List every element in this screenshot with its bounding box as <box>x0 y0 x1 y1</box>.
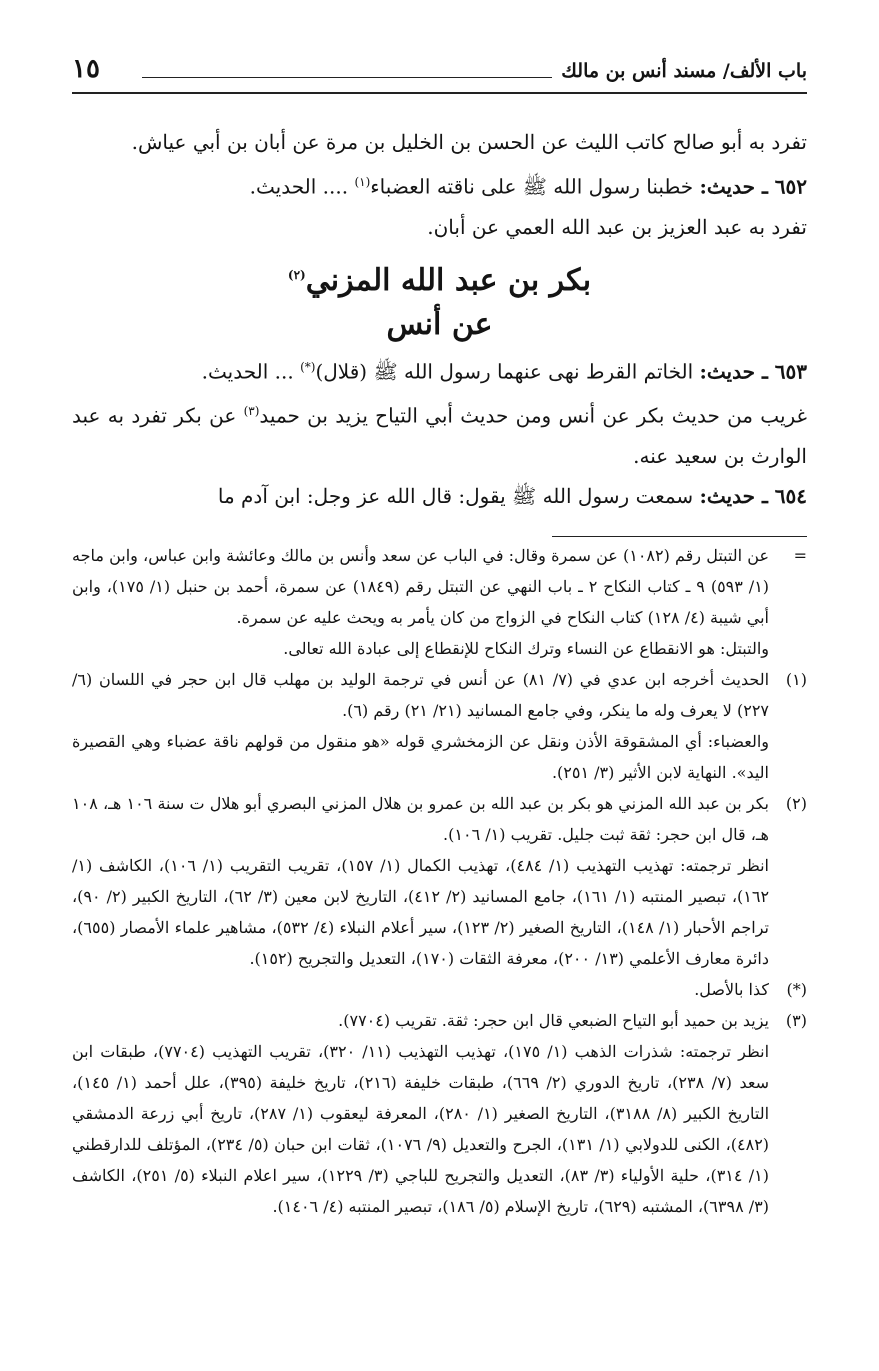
hadith-text: سمعت رسول الله ﷺ يقول: قال الله عز وجل: ابن آدم ما <box>217 483 694 508</box>
footnote-mark: (٢) <box>785 794 807 813</box>
footnote-ref: (*) <box>300 359 316 374</box>
footnote-ref: (٢) <box>287 267 306 282</box>
running-header <box>72 52 807 92</box>
footnote-text: والتبتل: هو الانقطاع عن النساء وترك النكاح للإنقطاع إلى عبادة الله تعالى. <box>283 639 769 658</box>
footnote-text: كذا بالأصل. <box>694 980 769 999</box>
footnote-text: انظر ترجمته: شذرات الذهب (١/ ١٧٥)، تهذيب التهذيب (١١/ ٣٢٠)، تقريب التهذيب (٧٧٠٤)، طبقات ابن سعد (٧/ ٢٣٨)، تاريخ الدوري (٢/ ٦٦٩)، طبقات خليفة (٢١٦)، تاريخ خليفة (٣٩٥)، علل أحمد (١/ ١٤٥)، التاريخ الكبير (٨/ ٣١٨٨)، التاريخ الصغير (١/ ٢٨٠)، المعرفة ليعقوب (١/ ٢٨٧)، تاريخ أبي زرعة الدمشقي (٤٨٢)، الكنى للدولابي (١/ ١٣١)، الجرح والتعديل (٩/ ١٠٧٦)، ثقات ابن حبان (٥/ ٢٣٤)، المؤتلف للدارقطني (١/ ٣١٤)، حلية الأولياء (٣/ ٨٣)، التعديل والتجريح للباجي (٣/ ١٢٢٩)، سير اعلام النبلاء (٥/ ٢٥١)، الكاشف (٣/ ٦٣٩٨)، المشتبه (٦٢٩)، تاريخ الإسلام (٥/ ١٨٦)، تبصير المنتبه (٤/ ١٤٠٦). <box>72 1042 770 1216</box>
hadith-text: الخاتم القرط نهى عنهما رسول الله ﷺ (قلال) <box>315 359 694 384</box>
hadith-number: ٦٥٢ ـ حديث: <box>699 174 807 199</box>
footnote-separator <box>552 536 807 537</box>
footnote-mark: (١) <box>785 670 807 689</box>
footnote-2 <box>72 788 807 850</box>
footnote-mark: (٣) <box>785 1011 807 1030</box>
footnote-1 <box>72 664 807 726</box>
footnote-star <box>72 974 807 1005</box>
footnote-mark: = <box>793 546 807 565</box>
footnote-text: بكر بن عبد الله المزني هو بكر بن عبد الله بن عمرو بن هلال المزني البصري أبو هلال ت سنة ١٠٦ هـ، ١٠٨ هـ، قال ابن حجر: ثقة ثبت جليل. تقريب (١/ ١٠٦). <box>72 794 769 844</box>
hadith-text: .... الحديث. <box>249 174 349 199</box>
hadith-number: ٦٥٣ ـ حديث: <box>699 359 807 384</box>
section-subheading: عن أنس <box>386 306 493 342</box>
footnote-text: والعضباء: أي المشقوقة الأذن ونقل عن الزمخشري قوله «هو منقول من قولهم ناقة عضباء وهي القصيرة اليد». النهاية لابن الأثير (٣/ ٢٥١). <box>72 732 769 782</box>
footnotes <box>72 540 807 1222</box>
hadith-652 <box>72 162 807 207</box>
footnote-mark: (*) <box>786 980 807 999</box>
hadith-653 <box>72 347 807 392</box>
footnote-ref: (٣) <box>243 404 260 419</box>
header-line <box>142 77 552 78</box>
section-heading <box>72 253 807 303</box>
text-line: تفرد به عبد العزيز بن عبد الله العمي عن أبان. <box>427 214 807 239</box>
header-title: باب الألف/ مسند أنس بن مالك <box>561 60 807 82</box>
hadith-654 <box>72 476 807 516</box>
footnote-continued <box>72 540 807 633</box>
footnote-text: يزيد بن حميد أبو التياح الضبعي قال ابن حجر: ثقة. تقريب (٧٧٠٤). <box>338 1011 769 1030</box>
commentary <box>72 391 807 476</box>
footnote-3 <box>72 1005 807 1036</box>
text-line: تفرد به أبو صالح كاتب الليث عن الحسن بن الخليل بن مرة عن أبان بن أبي عياش. <box>131 130 807 154</box>
main-text <box>72 122 807 516</box>
footnote-ref: (١) <box>354 175 371 189</box>
header-rule <box>72 92 807 94</box>
hadith-number: ٦٥٤ ـ حديث: <box>699 483 807 508</box>
footnote-text: الحديث أخرجه ابن عدي في (٧/ ٨١) عن أنس في ترجمة الوليد بن مهلب قال ابن حجر في اللسان (٦/ ٢٢٧) لا يعرف وله ما ينكر، وفي جامع المسانيد (٢١/ ٢١) رقم (٦). <box>72 670 770 720</box>
page-number: ١٥ <box>72 54 100 84</box>
hadith-text: ... الحديث. <box>201 359 294 384</box>
footnote-text: عن التبتل رقم (١٠٨٢) عن سمرة وقال: في الباب عن سعد وأنس بن مالك وعائشة وابن عباس، وابن ماجه (١/ ٥٩٣) ٩ ـ كتاب النكاح ٢ ـ باب النهي عن التبتل رقم (١٨٤٩) عن سمرة، أحمد بن حنبل (١/ ١٧٥)، وابن أبي شيبة (٤/ ١٢٨) كتاب النكاح في الزواج من كان يأمر به ويحث عليه عن سمرة. <box>72 546 770 627</box>
heading-text: بكر بن عبد الله المزني <box>305 262 592 298</box>
hadith-text: خطبنا رسول الله ﷺ على ناقته العضباء <box>370 174 694 199</box>
footnote-text: انظر ترجمته: تهذيب التهذيب (١/ ٤٨٤)، تهذيب الكمال (١/ ١٥٧)، تقريب التقريب (١/ ١٠٦)، الكاشف (١/ ١٦٢)، تبصير المنتبه (١/ ١٦١)، جامع المسانيد (٢/ ٤١٢)، التاريخ لابن معين (٣/ ٦٢)، التاريخ الكبير (٢/ ٩٠)، تراجم الأحبار (١/ ١٤٨)، التاريخ الصغير (٢/ ١٢٣)، سير أعلام النبلاء (٤/ ٥٣٢)، مشاهير علماء الأمصار (٦٥٥)، دائرة معارف الأعلمي (١٣/ ٢٠٠)، معرفة الثقات (١٧٠)، التعديل والتجريح (١٥٢). <box>72 856 770 968</box>
commentary-text: عن بكر تفرد به عبد الوارث بن سعيد عنه. <box>72 403 807 468</box>
commentary-text: غريب من حديث بكر عن أنس ومن حديث أبي التياح يزيد بن حميد <box>259 403 807 428</box>
